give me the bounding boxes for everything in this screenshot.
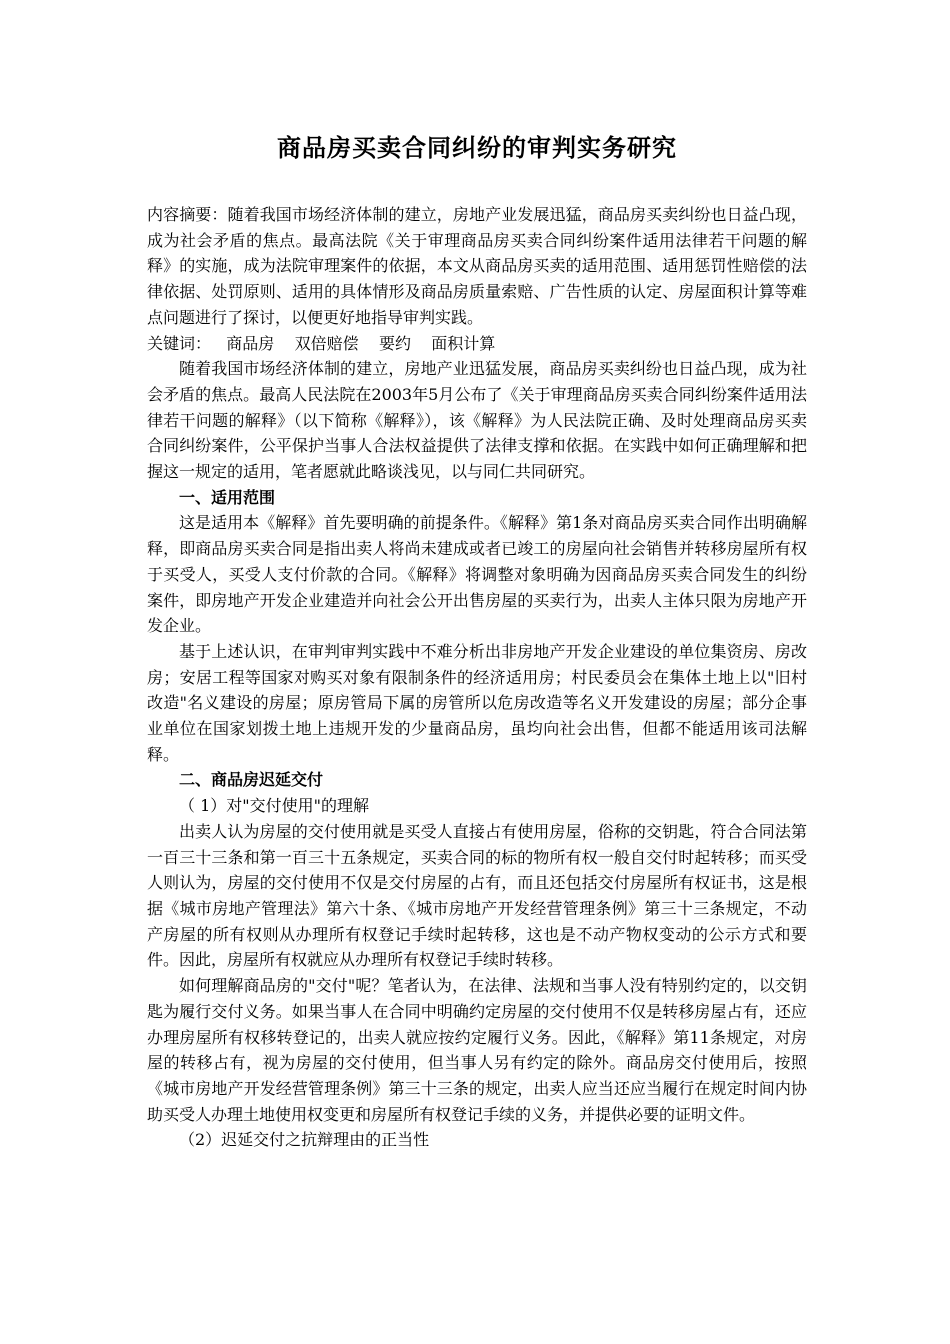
keywords-line: 关键词： 商品房 双倍赔偿 要约 面积计算 bbox=[147, 333, 496, 353]
scope-paragraph-2: 基于上述认识，在审判审判实践中不难分析出非房地产开发企业建设的单位集资房、房改房；安居工程等国家对购买对象有限制条件的经济适用房；村民委员会在集体土地上以"旧村改造"名义建设的房屋；原房管局下属的房管所以危房改造等名义开发建设的房屋；部分企事业单位在国家划拨土地上违规开发的少量商品房，虽均向社会出售，但都不能适用该司法解释。 bbox=[147, 641, 807, 764]
section-heading-scope: 一、适用范围 bbox=[179, 487, 276, 507]
abstract-paragraph: 内容摘要：随着我国市场经济体制的建立，房地产业发展迅猛，商品房买卖纠纷也日益凸现，成为社会矛盾的焦点。最高法院《关于审理商品房买卖合同纠纷案件适用法律若干问题的解释》的实施，成为法院审理案件的依据，本文从商品房买卖的适用范围、适用惩罚性赔偿的法律依据、处罚原则、适用的具体情形及商品房质量索赔、广告性质的认定、房屋面积计算等难点问题进行了探讨，以便更好地指导审判实践。 bbox=[147, 205, 807, 327]
delivery-paragraph-1: 出卖人认为房屋的交付使用就是买受人直接占有使用房屋，俗称的交钥匙，符合合同法第一百三十三条和第一百三十五条规定，买卖合同的标的物所有权一般自交付时起转移；而买受人则认为，房屋的交付使用不仅是交付房屋的占有，而且还包括交付房屋所有权证书，这是根据《城市房地产管理法》第六十条、《城市房地产开发经营管理条例》第三十三条规定，不动产房屋的所有权则从办理所有权登记手续时起转移，这也是不动产物权变动的公示方式和要件。因此，房屋所有权就应从办理所有权登记手续时转移。 bbox=[147, 821, 807, 970]
scope-paragraph-1: 这是适用本《解释》首先要明确的前提条件。《解释》第1条对商品房买卖合同作出明确解释，即商品房买卖合同是指出卖人将尚未建成或者已竣工的房屋向社会销售并转移房屋所有权于买受人，买受人支付价款的合同。《解释》将调整对象明确为因商品房买卖合同发生的纠纷案件，即房地产开发企业建造并向社会公开出售房屋的买卖行为，出卖人主体只限为房地产开发企业。 bbox=[147, 513, 807, 636]
document-body bbox=[147, 202, 807, 1153]
document-title: 商品房买卖合同纠纷的审判实务研究 bbox=[277, 133, 677, 162]
delivery-paragraph-2: 如何理解商品房的"交付"呢？笔者认为，在法律、法规和当事人没有特别约定的，以交钥匙为履行交付义务。如果当事人在合同中明确约定房屋的交付使用不仅是转移房屋占有，还应办理房屋所有权移转登记的，出卖人就应按约定履行义务。因此，《解释》第11条规定，对房屋的转移占有，视为房屋的交付使用，但当事人另有约定的除外。商品房交付使用后，按照《城市房地产开发经营管理条例》第三十三条的规定，出卖人应当还应当履行在规定时间内协助买受人办理土地使用权变更和房屋所有权登记手续的义务，并提供必要的证明文件。 bbox=[147, 976, 807, 1124]
intro-paragraph: 随着我国市场经济体制的建立，房地产业迅猛发展，商品房买卖纠纷也日益凸现，成为社会矛盾的焦点。最高人民法院在2003年5月公布了《关于审理商品房买卖合同纠纷案件适用法律若干问题的解释》（以下简称《解释》），该《解释》为人民法院正确、及时处理商品房买卖合同纠纷案件，公平保护当事人合法权益提供了法律支撑和依据。在实践中如何正确理解和把握这一规定的适用，笔者愿就此略谈浅见，以与同仁共同研究。 bbox=[147, 359, 807, 482]
document-page bbox=[147, 128, 807, 1153]
section-heading-delayed-delivery: 二、商品房迟延交付 bbox=[179, 770, 324, 790]
subsection-heading-defense-legitimacy: （2）迟延交付之抗辩理由的正当性 bbox=[179, 1130, 430, 1150]
subsection-heading-delivery-meaning: （ 1）对"交付使用"的理解 bbox=[179, 796, 369, 816]
